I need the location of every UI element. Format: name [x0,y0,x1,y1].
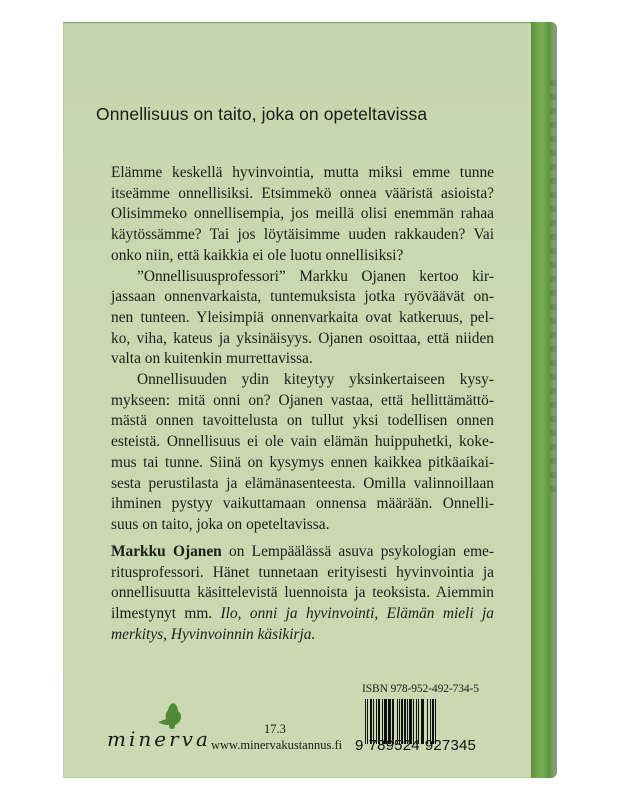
blurb-line: nen tunteen. Yleisimpiä onnenvarkaita ovat katkeruus, pel- [111,308,494,326]
blurb-line: valta on kuitenkin murrettavissa. [111,350,313,368]
blurb-line: sesta perustilasta ja elämänasenteesta. Omilla valinnoillaan [111,474,494,492]
blurb-line: esteistä. Onnellisuus ei ole vain elämän huippuhetki, koke- [111,433,494,451]
blurb-line: Olisimmeko onnellisempia, jos meillä olisi enemmän rahaa [111,205,494,223]
author-bio-line: Markku Ojanen on Lempäälässä asuva psykologian eme- [111,543,494,560]
blurb-line: jassaan onnenvarkaista, tuntemuksista jotka ryöväävät on- [111,288,494,306]
blurb-line: Onnellisuuden ydin kiteytyy yksinkertaiseen kysy- [137,371,494,389]
spine-text-edge [550,80,556,500]
blurb-text [111,163,494,536]
previous-works: merkitys, Hyvinvoinnin käsikirja. [111,625,316,643]
blurb-line: mus tai tunne. Siinä on kysymys ennen kaikkea pitkäaikai- [111,453,494,471]
author-bio-line: ilmestynyt mm. Ilo, onni ja hyvinvointi, Elämän mieli ja [111,605,494,623]
author-bio-line: onnellisuutta käsittelevistä luennoista ja teoksista. Aiemmin [111,584,494,602]
barcode-digits: 9 789524 927345 [355,737,477,754]
author-bio-line: ritusprofessori. Hänet tunnetaan erityisesti hyvinvointia ja [111,563,494,581]
blurb-line: mästä onnen tavoittelusta on tullut yksi todellisen onnen [111,412,494,430]
isbn-label: ISBN 978-952-492-734-5 [362,683,479,695]
author-name: Markku Ojanen [111,543,222,560]
publisher-logo-text: minerva [107,727,211,751]
headline: Onnellisuus on taito, joka on opeteltavissa [96,104,428,124]
blurb-line: onko niin, että kaikkia ei ole luotu onnellisiksi? [111,246,404,264]
blurb-line: ko, viha, kateus ja yksinäisyys. Ojanen osoittaa, että niiden [111,329,494,347]
blurb-line: ”Onnellisuusprofessori” Markku Ojanen kertoo kir- [137,267,494,285]
blurb-line: mykseen: mitä onni on? Ojanen vastaa, että hellittämättö- [111,391,494,409]
author-bio [111,542,494,646]
publisher-url: www.minervakustannus.fi [211,738,343,752]
previous-works: Ilo, onni ja hyvinvointi, Elämän mieli ja [220,605,494,623]
classification-code: 17.3 [264,722,286,736]
blurb-line: ihminen pystyy vaikuttamaan onnensa määrään. Onnelli- [111,495,494,513]
blurb-line: Elämme keskellä hyvinvointia, mutta miksi emme tunne [111,164,494,181]
blurb-line: suus on taito, joka on opeteltavissa. [111,515,330,533]
blurb-line: itseämme onnellisiksi. Etsimmekö onnea vääristä asioista? [111,184,494,202]
blurb-line: käytössämme? Tai jos löytäisimme uuden rakkauden? Vai [111,226,494,244]
